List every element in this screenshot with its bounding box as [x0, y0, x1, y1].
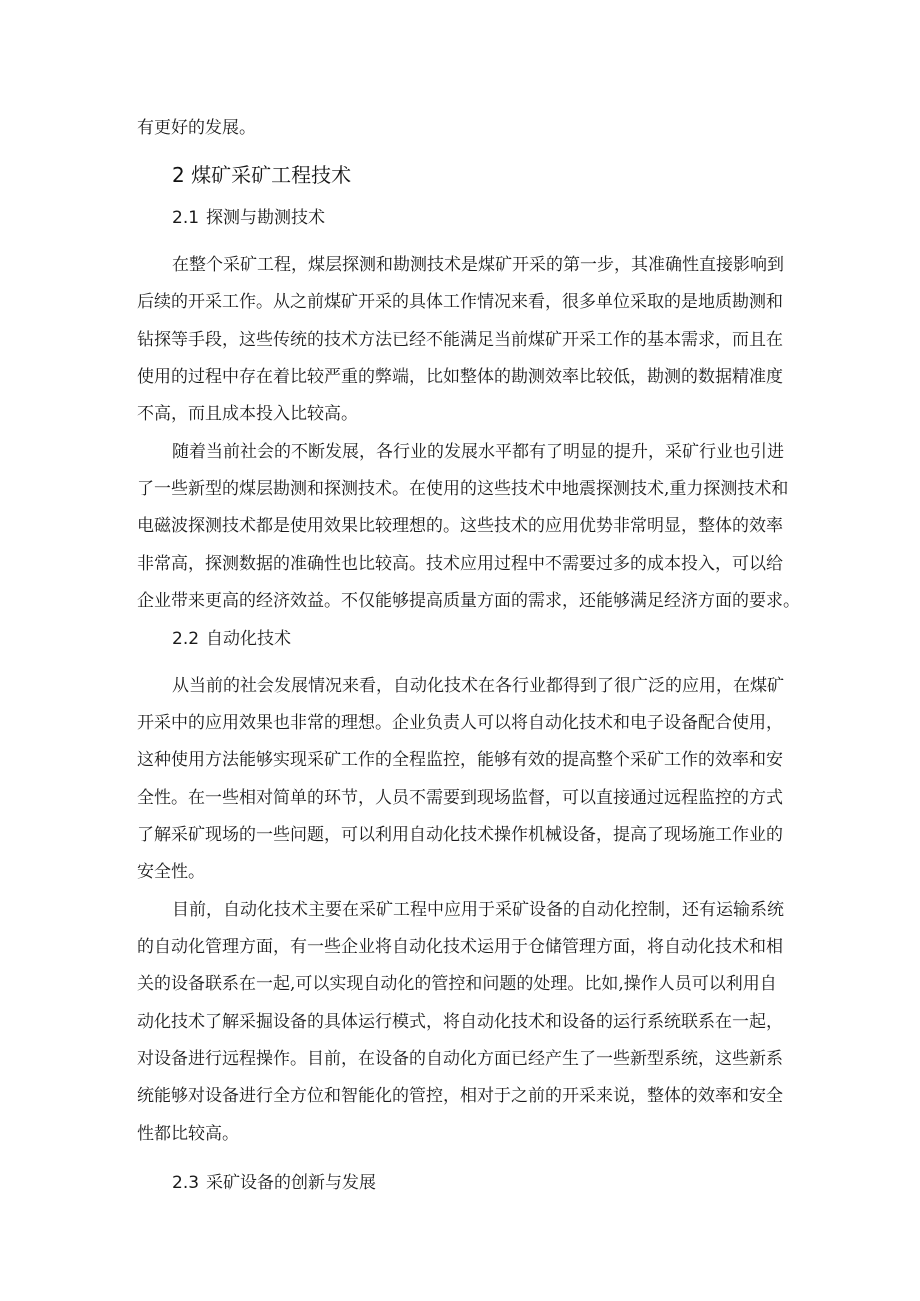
- paragraph-line: 了解采矿现场的一些问题，可以利用自动化技术操作机械设备，提高了现场施工作业的: [137, 825, 783, 845]
- paragraph-line: 不高，而且成本投入比较高。: [137, 404, 358, 424]
- paragraph-line: 这种使用方法能够实现采矿工作的全程监控，能够有效的提高整个采矿工作的效率和安: [137, 750, 783, 770]
- subsection-2-2-heading: [172, 628, 291, 650]
- paragraph-line: 安全性。: [137, 862, 205, 882]
- paragraph-line: 了一些新型的煤层勘测和探测技术。在使用的这些技术中地震探测技术,重力探测技术和: [137, 479, 789, 499]
- paragraph-line: 后续的开采工作。从之前煤矿开采的具体工作情况来看，很多单位采取的是地质勘测和: [137, 292, 783, 312]
- paragraph-line: 随着当前社会的不断发展，各行业的发展水平都有了明显的提升，采矿行业也引进: [172, 442, 784, 462]
- subsection-number: 2.1: [172, 208, 200, 228]
- subsection-title: 采矿设备的创新与发展: [206, 1173, 376, 1193]
- paragraph-line: 开采中的应用效果也非常的理想。企业负责人可以将自动化技术和电子设备配合使用，: [137, 713, 783, 733]
- subsection-number: 2.3: [172, 1173, 200, 1193]
- paragraph-line: 关的设备联系在一起,可以实现自动化的管控和问题的处理。比如,操作人员可以利用自: [137, 974, 777, 994]
- subsection-2-3-heading: [172, 1172, 376, 1194]
- paragraph-line: 对设备进行远程操作。目前，在设备的自动化方面已经产生了一些新型系统，这些新系: [137, 1049, 783, 1069]
- paragraph-line: 统能够对设备进行全方位和智能化的管控，相对于之前的开采来说，整体的效率和安全: [137, 1086, 783, 1106]
- paragraph-line: 从当前的社会发展情况来看，自动化技术在各行业都得到了很广泛的应用，在煤矿: [172, 676, 784, 696]
- paragraph-line: 性都比较高。: [137, 1124, 239, 1144]
- paragraph-line: 企业带来更高的经济效益。不仅能够提高质量方面的需求，还能够满足经济方面的要求。: [137, 591, 800, 611]
- lead-line: 有更好的发展。: [137, 118, 256, 138]
- paragraph-line: 非常高，探测数据的准确性也比较高。技术应用过程中不需要过多的成本投入，可以给: [137, 554, 783, 574]
- paragraph-line: 的自动化管理方面，有一些企业将自动化技术运用于仓储管理方面，将自动化技术和相: [137, 937, 783, 957]
- paragraph-line: 动化技术了解采掘设备的具体运行模式，将自动化技术和设备的运行系统联系在一起，: [137, 1012, 783, 1032]
- paragraph-line: 在整个采矿工程，煤层探测和勘测技术是煤矿开采的第一步，其准确性直接影响到: [172, 255, 784, 275]
- paragraph-line: 钻探等手段，这些传统的技术方法已经不能满足当前煤矿开采工作的基本需求，而且在: [137, 330, 783, 350]
- paragraph-line: 目前，自动化技术主要在采矿工程中应用于采矿设备的自动化控制，还有运输系统: [172, 900, 784, 920]
- section-heading: 2 煤矿采矿工程技术: [172, 163, 352, 187]
- subsection-title: 自动化技术: [206, 629, 291, 649]
- paragraph-line: 电磁波探测技术都是使用效果比较理想的。这些技术的应用优势非常明显，整体的效率: [137, 516, 783, 536]
- subsection-number: 2.2: [172, 629, 200, 649]
- paragraph-line: 全性。在一些相对简单的环节，人员不需要到现场监督，可以直接通过远程监控的方式: [137, 788, 783, 808]
- subsection-title: 探测与勘测技术: [206, 208, 325, 228]
- paragraph-line: 使用的过程中存在着比较严重的弊端，比如整体的勘测效率比较低，勘测的数据精准度: [137, 367, 783, 387]
- subsection-2-1-heading: [172, 207, 325, 229]
